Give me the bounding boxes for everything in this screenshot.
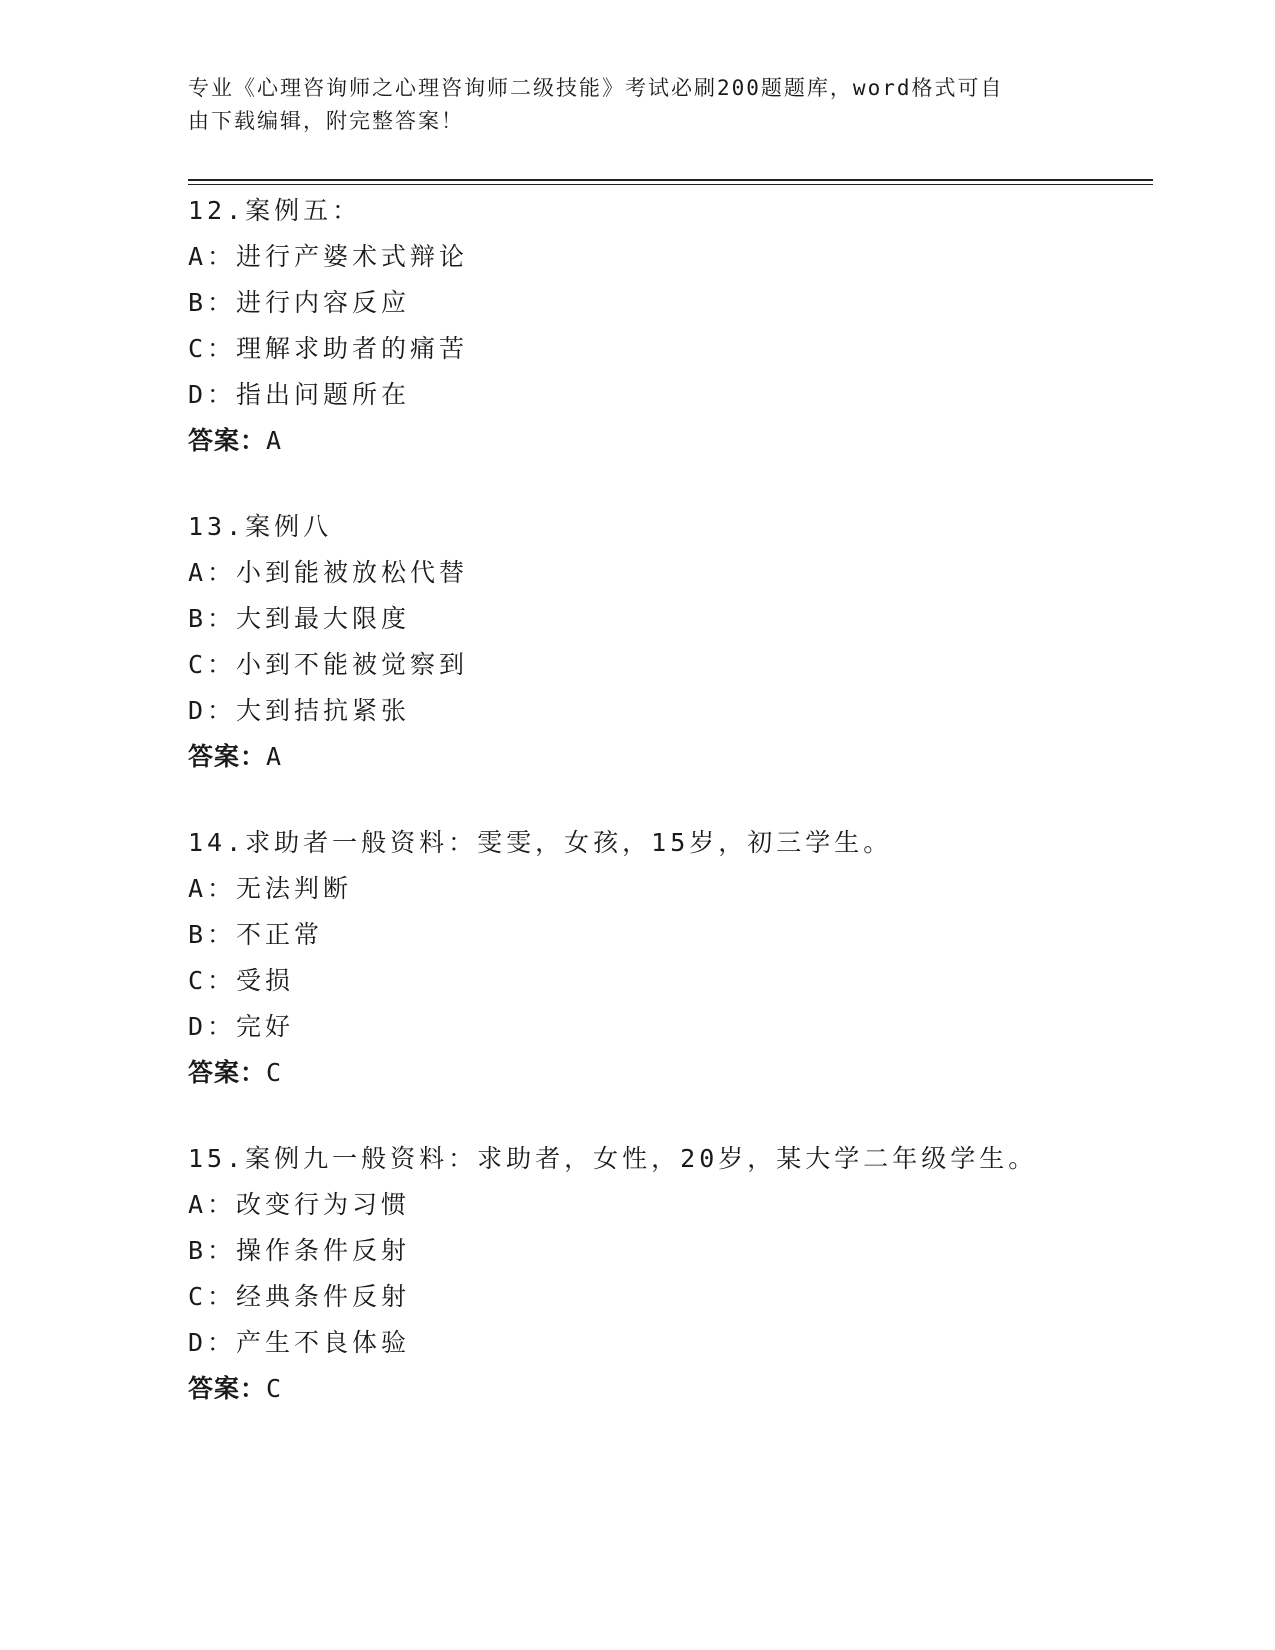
option-c: C：经典条件反射 xyxy=(188,1282,411,1311)
answer-line xyxy=(188,734,1148,780)
answer-value: A xyxy=(266,426,283,455)
option-d: D：完好 xyxy=(188,1012,295,1041)
option-b: B：操作条件反射 xyxy=(188,1236,411,1265)
option-a: A：进行产婆术式辩论 xyxy=(188,242,469,271)
header-line-2: 由下载编辑，附完整答案！ xyxy=(188,109,464,133)
option-d: D：指出问题所在 xyxy=(188,380,411,409)
option-c: C：受损 xyxy=(188,966,295,995)
answer-line xyxy=(188,1050,1148,1096)
question-stem: 14.求助者一般资料：雯雯，女孩，15岁，初三学生。 xyxy=(188,828,893,857)
option-d: D：产生不良体验 xyxy=(188,1328,411,1357)
document-header xyxy=(188,72,1088,138)
answer-line xyxy=(188,1366,1148,1412)
answer-label: 答案： xyxy=(188,426,267,455)
option-b: B：不正常 xyxy=(188,920,324,949)
answer-value: C xyxy=(266,1058,283,1087)
header-divider-thin xyxy=(188,184,1153,185)
answer-label: 答案： xyxy=(188,742,267,771)
answer-label: 答案： xyxy=(188,1058,267,1087)
question-block xyxy=(188,820,1148,1096)
option-a: A：无法判断 xyxy=(188,874,353,903)
option-b: B：进行内容反应 xyxy=(188,288,411,317)
question-block xyxy=(188,188,1148,464)
answer-value: C xyxy=(266,1374,283,1403)
answer-label: 答案： xyxy=(188,1374,267,1403)
answer-value: A xyxy=(266,742,283,771)
answer-line xyxy=(188,418,1148,464)
question-block xyxy=(188,504,1148,780)
header-line-1: 专业《心理咨询师之心理咨询师二级技能》考试必刷200题题库，word格式可自 xyxy=(188,76,1004,100)
header-divider-thick xyxy=(188,179,1153,181)
option-a: A：改变行为习惯 xyxy=(188,1190,411,1219)
option-b: B：大到最大限度 xyxy=(188,604,411,633)
question-stem: 13.案例八 xyxy=(188,512,333,541)
question-stem: 12.案例五： xyxy=(188,196,362,225)
question-list xyxy=(188,188,1148,1452)
option-c: C：理解求助者的痛苦 xyxy=(188,334,469,363)
option-a: A：小到能被放松代替 xyxy=(188,558,469,587)
question-block xyxy=(188,1136,1148,1412)
question-stem: 15.案例九一般资料：求助者，女性，20岁，某大学二年级学生。 xyxy=(188,1144,1038,1173)
option-d: D：大到拮抗紧张 xyxy=(188,696,411,725)
option-c: C：小到不能被觉察到 xyxy=(188,650,469,679)
